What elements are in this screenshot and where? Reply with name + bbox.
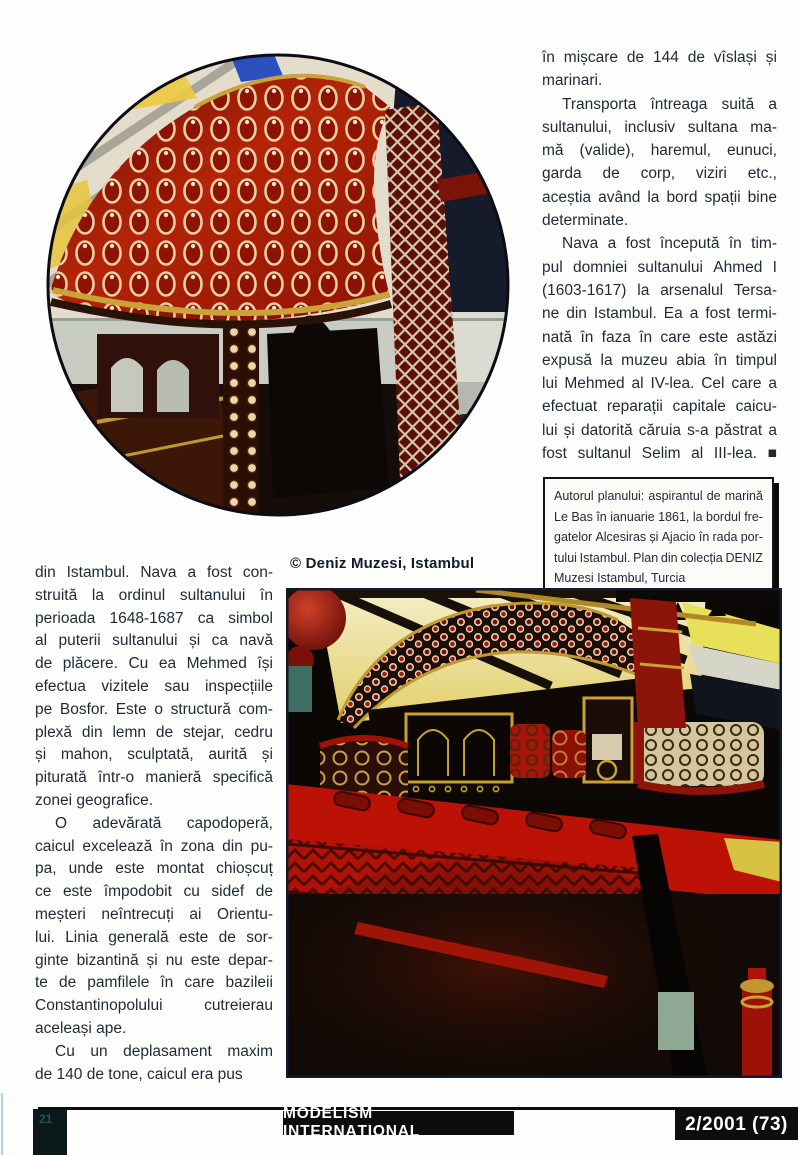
text-line: nată în faza în care este astăzi [542,328,777,346]
text-line: marinari. [542,72,603,90]
text-line: zonei geografice. [35,791,154,809]
text-line: aceștia având la bord spații bine [542,188,777,206]
text-line: de plăcere. Cu ea Mehmed își [35,655,273,673]
text-line: caicul excelează în zona din pu- [35,837,273,855]
text-line: sultanului, inclusiv sultana ma- [542,118,777,136]
text-line: Cu un deplasament maxim [55,1042,273,1060]
text-line: Constantinopolului cutreierau [35,997,273,1015]
text-line: struită la ordinul sultanului în [35,586,273,604]
text-line: expusă la muzeu abia în timpul [542,351,777,369]
text-line: garda de corp, viziri etc., [542,165,777,183]
magazine-title-banner [283,1105,514,1140]
text-line: determinate. [542,212,629,230]
text-line: gatelor Alcesiras și Ajacio în rada por- [554,530,763,545]
text-line: lui și datorită căruia s-a păstrat a [542,421,777,439]
light-patch-green [658,992,694,1050]
text-line: te de pamfilele în care bazileii [35,974,273,992]
text-line: Autorul planului: aspirantul de marină [554,489,763,503]
text-line: pe Bosfor. Este o structură com- [35,700,273,718]
text-line: aceleași ape. [35,1019,127,1037]
text-line: perioada 1648-1687 ca simbol [35,609,273,627]
caique-kiosk-circular-photo [45,52,511,518]
dark-silhouette [267,328,389,498]
inlay-drum-center [510,724,586,778]
text-line: ne din Istambul. Ea a fost termi- [542,305,777,323]
text-line: piturată într-o manieră specifică [35,769,273,787]
circular-photo-art [45,52,511,518]
text-line: efectuat reparații capitale caicu- [542,398,777,416]
issue-number: 2/2001 (73) [685,1113,788,1135]
cabin-window-left [406,714,512,792]
scan-edge-line [1,1093,3,1155]
text-line: (1603-1617) la arsenalul Tersa- [542,281,777,299]
text-line: pul domniei sultanului Ahmed I [542,258,777,276]
text-line: ce este împodobit cu sidef de [35,883,273,901]
museum-photo-art [286,588,782,1078]
text-line: Transporta întreaga suită a [562,95,777,113]
text-line: lui Mehmed al IV-lea. Cel care a [542,375,777,393]
teal-patch [286,666,312,712]
cabin-window-right [584,698,632,782]
article-text-left-column [35,562,273,1086]
text-line: Muzesi Istambul, Turcia [554,571,686,586]
magazine-title: MODELISM INTERNAȚIONAL [283,1105,420,1140]
inlay-drum-right [634,722,764,791]
text-line: plexă din lemn de stejar, cedru [35,723,273,741]
photo-credit: © Deniz Muzesi, Istambul [290,555,475,572]
caique-museum-photo [286,588,782,1078]
page-edge-mark [33,1109,67,1155]
text-line: și mahon, sculptată, aurită și [35,746,273,764]
text-line: din Istambul. Nava a fost con- [35,564,273,581]
text-line: Le Bas în ianuarie 1861, la bordul fre- [554,509,763,524]
text-line: de 140 de tone, caicul era pus [35,1065,243,1083]
text-line: al puterii sultanului și ca navă [35,632,273,650]
issue-number-banner [675,1109,798,1140]
text-line: în mișcare de 144 de vîslași și [542,49,777,66]
text-line: ginte bizantină și nu este depar- [35,951,273,969]
text-line: meșteri neîntrecuți ai Orientu- [35,905,273,923]
text-line: efectua vizitele sau inspecțiile [35,677,273,695]
text-line: Nava a fost începută în tim- [562,235,777,253]
text-line: lui. Linia generală este de sor- [35,928,273,946]
page-number: 21 [39,1112,53,1126]
text-line: mă (valide), haremul, eunuci, [542,142,777,160]
text-line: O adevărată capodoperă, [55,814,273,832]
text-line: fost sultanul Selim al III-lea. ■ [542,445,777,463]
text-line: tului Istambul. Plan din colecția DENIZ [554,550,763,565]
article-text-right-column [542,46,777,465]
text-line: pa, unde este montat chioșcuț [35,860,273,878]
red-baluster [740,968,774,1078]
plan-caption-box [543,477,774,599]
